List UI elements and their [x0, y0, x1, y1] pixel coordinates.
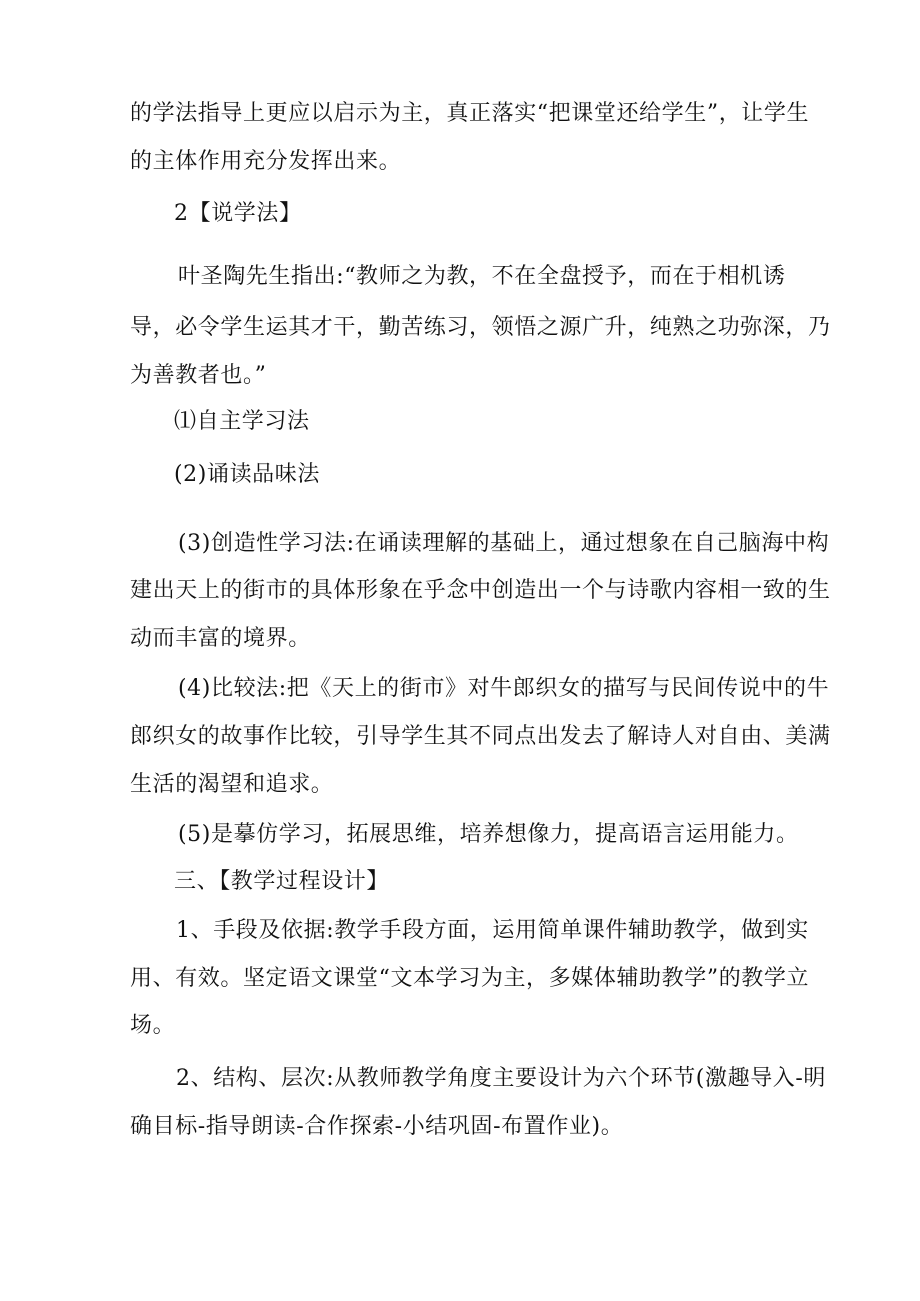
section-heading: 三、【教学过程设计】	[174, 869, 390, 894]
paragraph-line: 确目标-指导朗读-合作探索-小结巩固-布置作业)。	[130, 1114, 624, 1139]
paragraph-line: 用、有效。坚定语文课堂“文本学习为主，多媒体辅助教学”的教学立	[130, 966, 810, 991]
section-heading: 2【说学法】	[174, 201, 302, 226]
list-item: (2)诵读品味法	[174, 462, 320, 487]
paragraph-line: 郎织女的故事作比较，引导学生其不同点出发去了解诗人对自由、美满	[130, 724, 831, 749]
paragraph-line: (4)比较法:把《天上的街市》对牛郎织女的描写与民间传说中的牛	[178, 676, 830, 701]
paragraph-line: 2、结构、层次:从教师教学角度主要设计为六个环节(激趣导入-明	[176, 1066, 827, 1091]
paragraph-line: 的学法指导上更应以启示为主，真正落实“把课堂还给学生”，让学生	[130, 101, 810, 126]
paragraph-line: 建出天上的街市的具体形象在乎念中创造出一个与诗歌内容相一致的生	[130, 578, 831, 603]
paragraph-line: 的主体作用充分发挥出来。	[130, 149, 402, 174]
paragraph-line: 为善教者也。”	[130, 363, 267, 388]
paragraph-line: 导，必令学生运其才干，勤苦练习，领悟之源广升，纯熟之功弥深，乃	[130, 315, 831, 340]
paragraph-line: 叶圣陶先生指出:“教师之为教，不在全盘授予，而在于相机诱	[178, 264, 786, 289]
paragraph-line: (3)创造性学习法:在诵读理解的基础上，通过想象在自己脑海中构	[178, 531, 830, 556]
list-item: ⑴自主学习法	[174, 409, 310, 434]
paragraph-line: 1、手段及依据:教学手段方面，运用简单课件辅助教学，做到实	[176, 918, 809, 943]
paragraph-line: 生活的渴望和追求。	[130, 772, 334, 797]
paragraph-line: 动而丰富的境界。	[130, 626, 311, 651]
list-item: (5)是摹仿学习，拓展思维，培养想像力，提高语言运用能力。	[178, 822, 799, 847]
paragraph-line: 场。	[130, 1013, 176, 1038]
